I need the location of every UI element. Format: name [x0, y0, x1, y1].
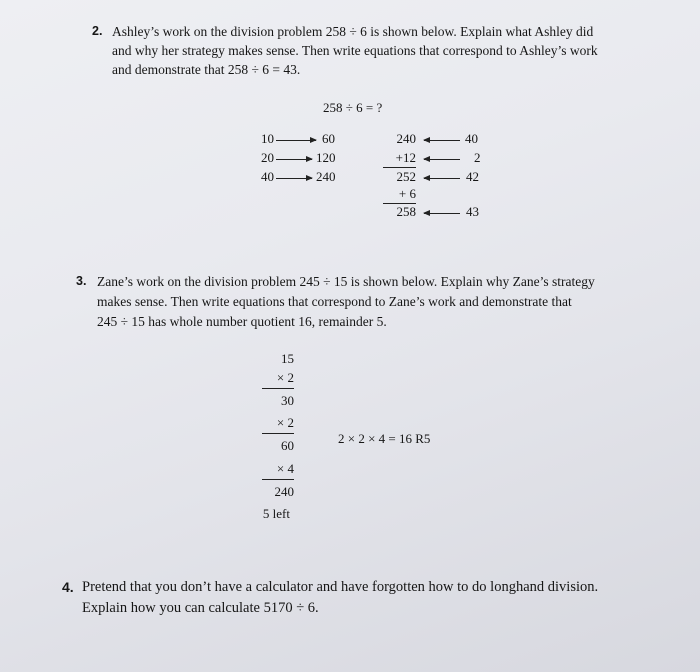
- problem-3-number: 3.: [76, 274, 87, 288]
- zane-work-5: 60: [281, 438, 294, 453]
- problem-3-line-3: 245 ÷ 15 has whole number quotient 16, remainder 5.: [97, 314, 387, 329]
- arrow-right-icon: [276, 140, 316, 141]
- work-rule: [262, 433, 294, 434]
- arrow-right-icon: [276, 178, 312, 179]
- ashley-sum-4: + 6: [398, 186, 416, 201]
- ashley-left-a-3: 40: [261, 169, 274, 184]
- zane-work-6: × 4: [276, 461, 294, 476]
- problem-4-number: 4.: [62, 579, 74, 595]
- ashley-sum-2: +12: [395, 150, 416, 165]
- arrow-left-icon: [424, 178, 460, 179]
- ashley-sum-3: 252: [396, 169, 416, 184]
- ashley-left-b-2: 120: [316, 150, 336, 165]
- ashley-right-1: 40: [465, 131, 478, 146]
- work-rule: [262, 388, 294, 389]
- problem-2-line-2: and why her strategy makes sense. Then write equations that correspond to Ashley’s work: [112, 43, 598, 58]
- ashley-sum-5: 258: [396, 204, 416, 219]
- zane-work-1: 15: [281, 351, 294, 366]
- problem-2-line-1: Ashley’s work on the division problem 258 ÷ 6 is shown below. Explain what Ashley did: [112, 24, 594, 39]
- zane-work-3: 30: [281, 393, 294, 408]
- ashley-left-b-1: 60: [322, 131, 335, 146]
- ashley-left-b-3: 240: [316, 169, 336, 184]
- ashley-left-a-1: 10: [261, 131, 274, 146]
- arrow-left-icon: [424, 140, 460, 141]
- arrow-right-icon: [276, 159, 312, 160]
- problem-2-number: 2.: [92, 24, 103, 38]
- problem-3-line-1: Zane’s work on the division problem 245 ÷ 15 is shown below. Explain why Zane’s strategy: [97, 274, 595, 289]
- problem-3-line-2: makes sense. Then write equations that correspond to Zane’s work and demonstrate that: [97, 294, 572, 309]
- arrow-left-icon: [424, 213, 460, 214]
- problem-4-line-1: Pretend that you don’t have a calculator and have forgotten how to do longhand division.: [82, 579, 599, 595]
- problem-2-equation: 258 ÷ 6 = ?: [323, 100, 383, 115]
- work-rule: [262, 479, 294, 480]
- problem-4-line-2: Explain how you can calculate 5170 ÷ 6.: [82, 600, 319, 616]
- zane-result: 2 × 2 × 4 = 16 R5: [338, 431, 431, 446]
- ashley-right-3: 42: [466, 169, 479, 184]
- zane-work-8: 5 left: [262, 506, 290, 521]
- sum-rule: [383, 167, 416, 168]
- zane-work-2: × 2: [276, 370, 294, 385]
- problem-2-line-3: and demonstrate that 258 ÷ 6 = 43.: [112, 62, 301, 77]
- zane-work-4: × 2: [276, 415, 294, 430]
- ashley-sum-1: 240: [396, 131, 416, 146]
- arrow-left-icon: [424, 159, 460, 160]
- zane-work-7: 240: [274, 484, 294, 499]
- ashley-right-2: 2: [474, 150, 481, 165]
- ashley-left-a-2: 20: [261, 150, 274, 165]
- ashley-right-4: 43: [466, 204, 479, 219]
